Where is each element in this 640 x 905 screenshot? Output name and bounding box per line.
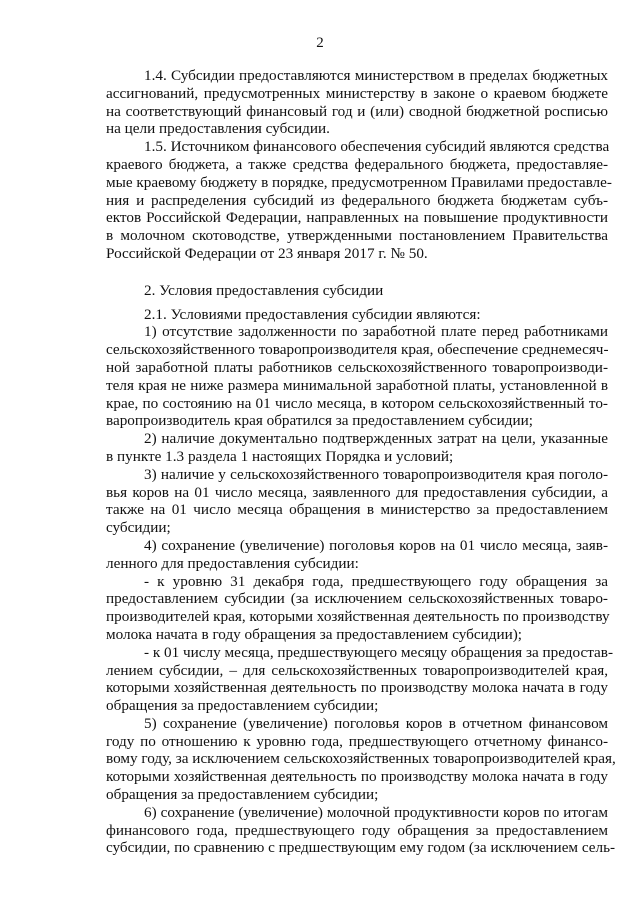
- text-line: которыми хозяйственная деятельность по производству молока начата в году: [106, 768, 608, 786]
- text-line: - к уровню 31 декабря года, предшествующего году обращения за: [144, 572, 608, 590]
- text-line: предоставлением субсидии (за исключением сельскохозяйственных товаро-: [106, 590, 608, 608]
- text-line: 2) наличие документально подтвержденных затрат на цели, указанные: [144, 430, 608, 448]
- text-line: 4) сохранение (увеличение) поголовья коров на 01 число месяца, заяв-: [144, 536, 608, 554]
- text-line: году по отношению к уровню года, предшествующего отчетному финансо-: [106, 732, 608, 750]
- text-line: варопроизводитель края обратился за предоставлением субсидии;: [106, 412, 533, 430]
- text-line: 5) сохранение (увеличение) поголовья коров в отчетном финансовом: [144, 714, 608, 732]
- text-line: краевого бюджета, а также средства федерального бюджета, предоставляе-: [106, 155, 608, 173]
- paragraph: [106, 803, 616, 857]
- paragraph-spacer: [106, 263, 608, 282]
- text-line: финансового года, предшествующего году обращения за предоставлением: [106, 821, 608, 839]
- text-line: в молочном скотоводстве, утвержденными постановлением Правительства: [106, 227, 608, 245]
- paragraph: [106, 537, 608, 573]
- paragraph: [106, 138, 612, 263]
- text-line: ассигнований, предусмотренных министерству в законе о краевом бюджете: [106, 84, 608, 102]
- text-line: субсидии, по сравнению с предшествующим ему годом (за исключением сель-: [106, 839, 616, 857]
- text-line: ленного для предоставления субсидии:: [106, 554, 359, 572]
- text-line: которыми хозяйственная деятельность по производству молока начата в году: [106, 679, 608, 697]
- text-line: ектов Российской Федерации, направленных на повышение продуктивности: [106, 209, 608, 227]
- text-line: субсидии;: [106, 519, 171, 537]
- text-line: теля края не ниже размера минимальной заработной платы, установленной в: [106, 376, 608, 394]
- paragraph: [106, 466, 608, 537]
- text-line: также на 01 число месяца обращения в министерство за предоставлением: [106, 501, 608, 519]
- text-line: 3) наличие у сельскохозяйственного товаропроизводителя края поголо-: [144, 465, 608, 483]
- paragraph: [106, 306, 608, 324]
- text-line: в пункте 1.3 раздела 1 настоящих Порядка и условий;: [106, 447, 454, 465]
- text-line: на цели предоставления субсидии.: [106, 120, 330, 138]
- text-line: Российской Федерации от 23 января 2017 г. № 50.: [106, 244, 428, 262]
- text-line: ния и распределения субсидий из федерального бюджета бюджетам субъ-: [106, 191, 608, 209]
- text-line: - к 01 числу месяца, предшествующего месяцу обращения за предостав-: [144, 643, 613, 661]
- text-line: обращения за предоставлением субсидии;: [106, 697, 379, 715]
- page-number: 2: [316, 35, 324, 51]
- text-line: молока начата в году обращения за предоставлением субсидии);: [106, 625, 522, 643]
- text-line: 1.4. Субсидии предоставляются министерством в пределах бюджетных: [144, 67, 608, 84]
- text-line: на соответствующий финансовый год и (или) сводной бюджетной росписью: [106, 102, 608, 120]
- text-line: лением субсидии, – для сельскохозяйственных товаропроизводителей края,: [106, 661, 608, 679]
- paragraph: [106, 323, 608, 430]
- paragraph: [106, 67, 608, 138]
- paragraph: [106, 714, 616, 804]
- text-line: 1.5. Источником финансового обеспечения субсидий являются средства: [144, 138, 610, 156]
- text-line: 1) отсутствие задолженности по заработной плате перед работниками: [144, 323, 608, 341]
- text-line: сельскохозяйственного товаропроизводителя края, обеспечение среднемесяч-: [106, 341, 609, 359]
- document-body: [106, 67, 616, 857]
- paragraph: [106, 643, 613, 715]
- text-line: 2.1. Условиями предоставления субсидии являются:: [144, 305, 481, 323]
- text-line: 6) сохранение (увеличение) молочной продуктивности коров по итогам: [144, 803, 608, 821]
- text-line: 2. Условия предоставления субсидии: [144, 281, 384, 299]
- text-line: вому году, за исключением сельскохозяйственных товаропроизводителей края,: [106, 750, 616, 768]
- text-line: производителей края, которыми хозяйственная деятельность по производству: [106, 608, 610, 626]
- paragraph: [106, 282, 608, 300]
- paragraph: [106, 573, 608, 644]
- text-line: крае, по состоянию на 01 число месяца, в котором сельскохозяйственный то-: [106, 394, 608, 412]
- paragraph: [106, 430, 608, 466]
- text-line: мые краевому бюджету в порядке, предусмотренном Правилами предоставле-: [106, 173, 612, 191]
- text-line: обращения за предоставлением субсидии;: [106, 786, 379, 804]
- text-line: вья коров на 01 число месяца, заявленного для предоставления субсидии, а: [106, 483, 608, 501]
- text-line: ной заработной платы работников сельскохозяйственного товаропроизводи-: [106, 358, 608, 376]
